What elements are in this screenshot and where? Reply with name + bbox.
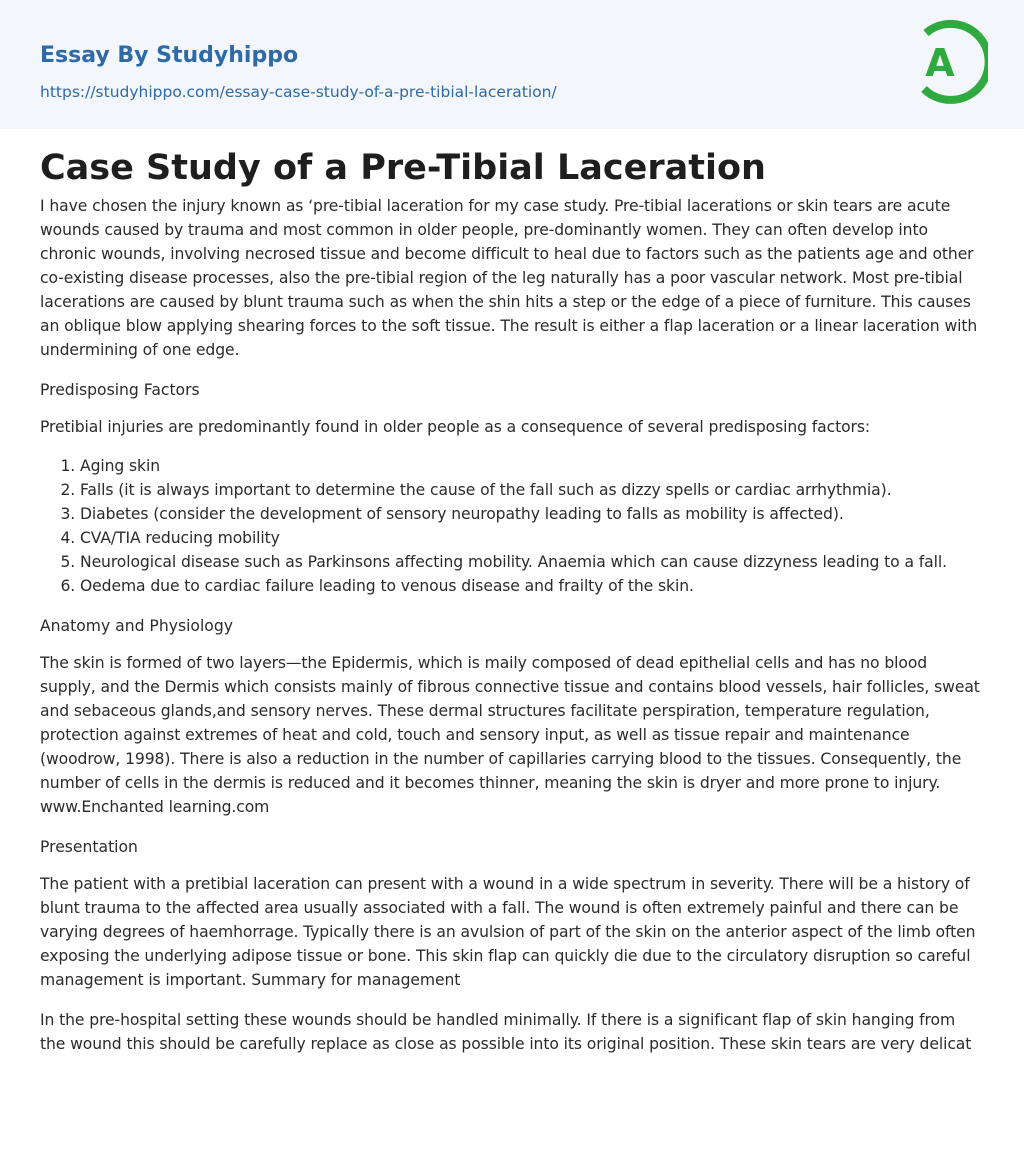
list-item: 3. Diabetes (consider the development of sensory neuropathy leading to falls as mobility is affected). [80,502,984,526]
presentation-paragraph: The patient with a pretibial laceration can present with a wound in a wide spectrum in severity. There will be a history of blunt trauma to the affected area usually associated with a fall. The wound is often extremely painful and there can be varying degrees of haemhorrage. Typically there is an avulsion of part of the skin on the anterior aspect of the limb often exposing the underlying adipose tissue or bone. This skin flap can quickly die due to the circulatory disruption so careful management is important. Summary for management [40,875,976,989]
list-item: 1. Aging skin [80,454,984,478]
anatomy-heading: Anatomy and Physiology [40,617,233,635]
studyhippo-logo-icon[interactable] [912,19,988,107]
anatomy-paragraph: The skin is formed of two layers—the Epidermis, which is maily composed of dead epithelial cells and has no blood supply, and the Dermis which consists mainly of fibrous connective tissue and contains blood vessels, hair follicles, sweat and sebaceous glands,and sensory nerves. These dermal structures facilitate perspiration, temperature regulation, protection against extremes of heat and cold, touch and sensory input, as well as tissue repair and maintenance (woodrow, 1998). There is also a reduction in the number of capillaries carrying blood to the tissues. Consequently, the number of cells in the dermis is reduced and it becomes thinner, meaning the skin is dryer and more prone to injury. www.Enchanted learning.com [40,654,980,816]
essay-url-link[interactable]: https://studyhippo.com/essay-case-study-of-a-pre-tibial-laceration/ [40,83,557,101]
predisposing-intro: Pretibial injuries are predominantly found in older people as a consequence of several predisposing factors: [40,418,871,436]
article-body [40,194,984,1072]
prehospital-paragraph: In the pre-hospital setting these wounds should be handled minimally. If there is a significant flap of skin hanging from the wound this should be carefully replace as close as possible into its original position. These skin tears are very delicat [40,1011,972,1053]
predisposing-heading: Predisposing Factors [40,381,200,399]
logo-letter: A [925,41,955,85]
presentation-heading: Presentation [40,838,138,856]
list-item: 4. CVA/TIA reducing mobility [80,526,984,550]
list-item: 6. Oedema due to cardiac failure leading to venous disease and frailty of the skin. [80,574,984,598]
site-header [0,0,1024,129]
list-item: 2. Falls (it is always important to determine the cause of the fall such as dizzy spells or cardiac arrhythmia). [80,478,984,502]
intro-paragraph: I have chosen the injury known as ‘pre-tibial laceration for my case study. Pre-tibial lacerations or skin tears are acute wounds caused by trauma and most common in older people, pre-dominantly women. They can often develop into chronic wounds, involving necrosed tissue and become difficult to heal due to factors such as the patients age and other co-existing disease processes, also the pre-tibial region of the leg naturally has a poor vascular network. Most pre-tibial lacerations are caused by blunt trauma such as when the shin hits a step or the edge of a piece of furniture. This causes an oblique blow applying shearing forces to the soft tissue. The result is either a flap laceration or a linear laceration with undermining of one edge. [40,197,978,359]
page-title: Case Study of a Pre-Tibial Laceration [40,148,766,188]
list-item: 5. Neurological disease such as Parkinsons affecting mobility. Anaemia which can cause dizzyness leading to a fall. [80,550,984,574]
factors-list [40,454,984,598]
site-title[interactable]: Essay By Studyhippo [40,43,299,68]
